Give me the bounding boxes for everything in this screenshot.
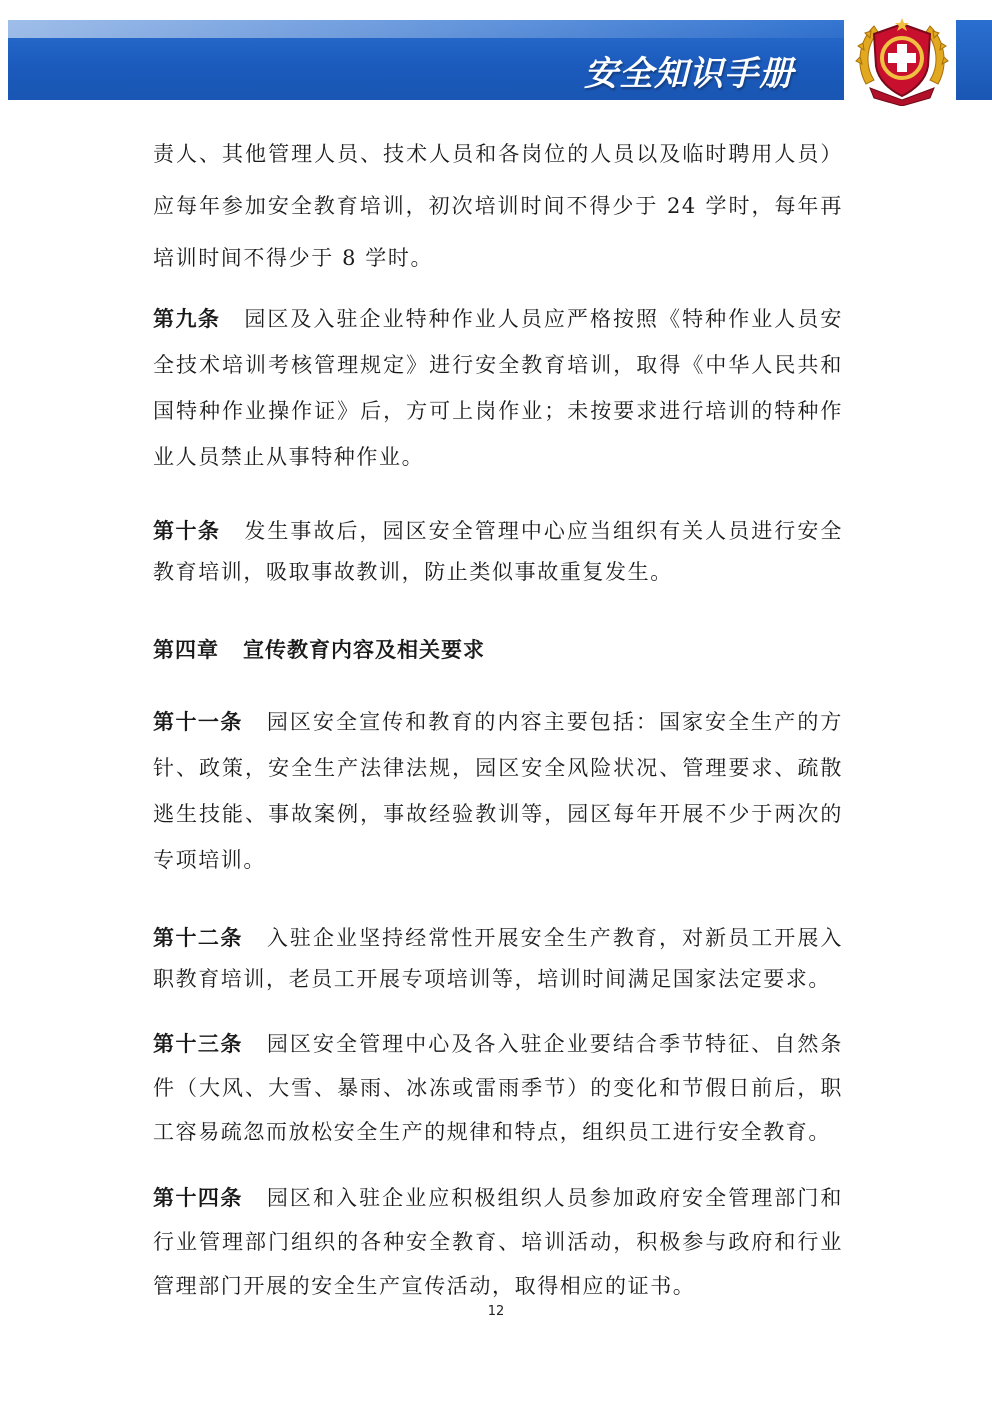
chapter-heading	[153, 630, 843, 670]
article-text: 园区安全宣传和教育的内容主要包括：国家安全生产的方针、政策，安全生产法律法规，园区安全风险状况、管理要求、疏散逃生技能、事故案例，事故经验教训等，园区每年开展不少于两次的专项培训。	[153, 710, 843, 872]
article-text: 园区及入驻企业特种作业人员应严格按照《特种作业人员安全技术培训考核管理规定》进行安全教育培训，取得《中华人民共和国特种作业操作证》后，方可上岗作业；未按要求进行培训的特种作业人员禁止从事特种作业。	[153, 307, 843, 469]
banner-highlight	[8, 20, 844, 38]
document-body	[153, 128, 843, 1308]
article-9	[153, 296, 843, 480]
article-text: 入驻企业坚持经常性开展安全生产教育，对新员工开展入职教育培训，老员工开展专项培训等，培训时间满足国家法定要求。	[153, 926, 843, 991]
article-label: 第九条	[153, 306, 221, 331]
article-label: 第十一条	[153, 709, 243, 734]
article-11	[153, 699, 843, 883]
article-label: 第十条	[153, 518, 221, 543]
paragraph-continued	[153, 128, 843, 284]
paragraph-text: 责人、其他管理人员、技术人员和各岗位的人员以及临时聘用人员）应每年参加安全教育培训，初次培训时间不得少于 24 学时，每年再培训时间不得少于 8 学时。	[153, 142, 843, 270]
article-label: 第十三条	[153, 1031, 243, 1056]
article-text: 园区和入驻企业应积极组织人员参加政府安全管理部门和行业管理部门组织的各种安全教育、培训活动，积极参与政府和行业管理部门开展的安全生产宣传活动，取得相应的证书。	[153, 1186, 843, 1298]
page-number: 12	[487, 1304, 505, 1319]
chapter-title: 宣传教育内容及相关要求	[243, 637, 485, 662]
chapter-number: 第四章	[153, 637, 219, 662]
fire-safety-emblem-icon	[852, 14, 952, 106]
handbook-title: 安全知识手册	[584, 54, 794, 94]
header-banner	[8, 20, 844, 100]
article-13	[153, 1022, 843, 1154]
article-10	[153, 510, 843, 593]
article-12	[153, 917, 843, 1000]
article-label: 第十二条	[153, 925, 243, 950]
article-text: 园区安全管理中心及各入驻企业要结合季节特征、自然条件（大风、大雪、暴雨、冰冻或雷雨季节）的变化和节假日前后，职工容易疏忽而放松安全生产的规律和特点，组织员工进行安全教育。	[153, 1032, 843, 1144]
header-banner-edge	[956, 20, 992, 100]
article-text: 发生事故后，园区安全管理中心应当组织有关人员进行安全教育培训，吸取事故教训，防止类似事故重复发生。	[153, 519, 843, 584]
article-label: 第十四条	[153, 1185, 243, 1210]
article-14	[153, 1176, 843, 1308]
